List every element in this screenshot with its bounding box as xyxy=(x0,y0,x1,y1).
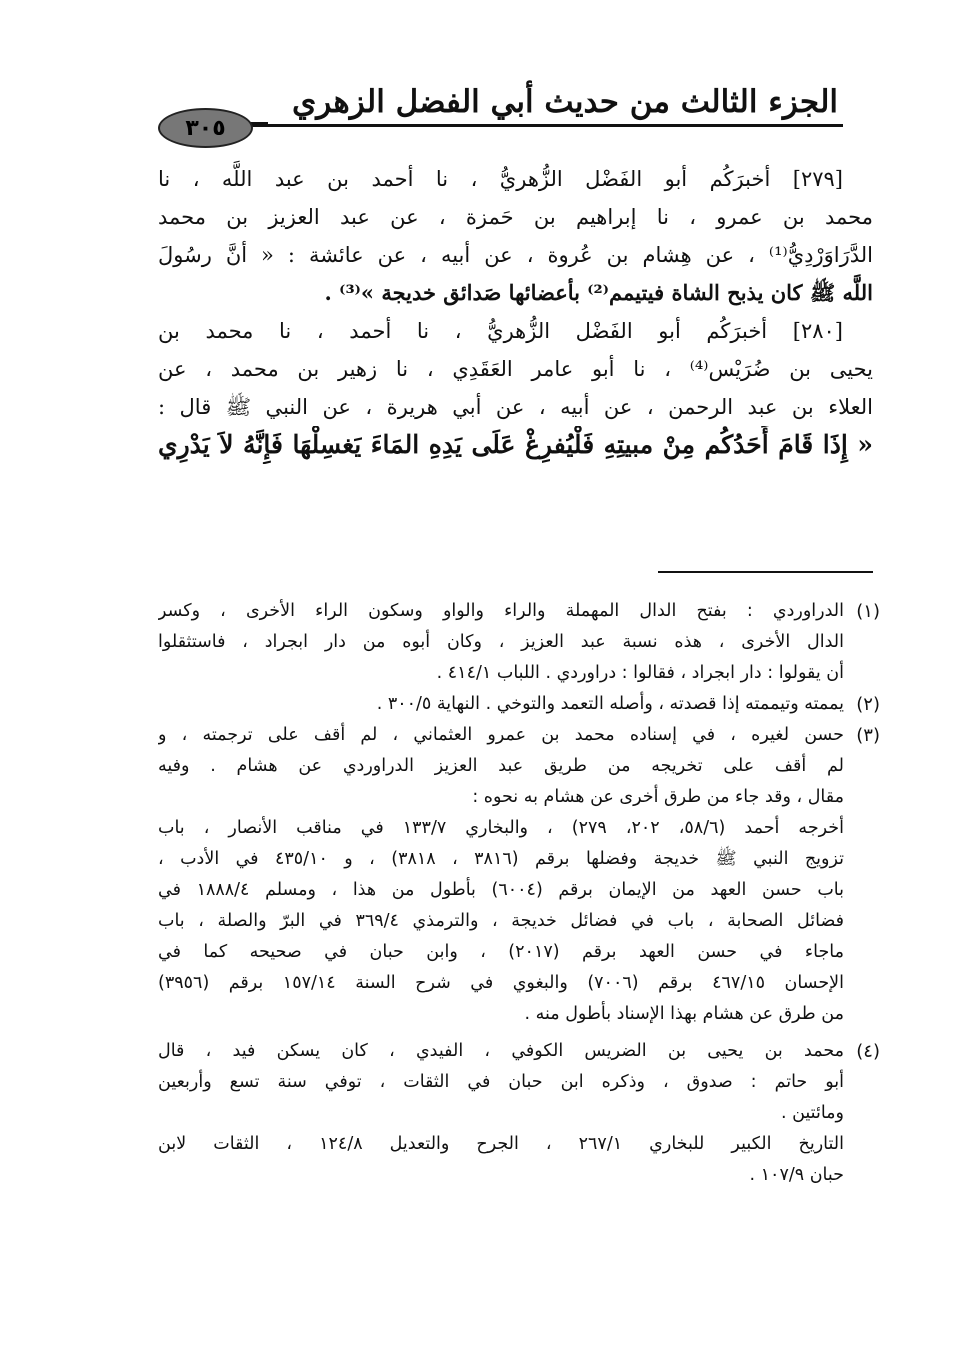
footnote-line: التاريخ الكبير للبخاري ٢٦٧/١ ، الجرح والتعديل ١٢٤/٨ ، الثقات لابن xyxy=(158,1134,844,1154)
header-rule xyxy=(238,124,843,127)
hadith-280-line-3: العلاء بن عبد الرحمن ، عن أبيه ، عن أبي هريرة ، عن النبي ﷺ قال : xyxy=(158,395,873,419)
hadith-280-line-1: [٢٨٠] أخبرَكُم أبو الفَضْل الزُّهريُّ ، نا أحمد ، نا محمد بن xyxy=(158,319,843,343)
footnote-line: مقال ، وقد جاء من طرق أخرى عن هشام به نحوه : xyxy=(472,787,844,807)
footnote-number: (١) xyxy=(856,601,880,622)
header-title: الجزء الثالث من حديث أبي الفضل الزهري xyxy=(291,84,838,120)
footnote-line: فضائل الصحابة ، باب في فضائل خديجة ، والترمذي ٣٦٩/٤ في البرّ والصلة ، باب xyxy=(158,911,844,931)
main-text xyxy=(158,160,873,464)
footnote-number: (٢) xyxy=(856,694,880,715)
footnote-number: (٤) xyxy=(856,1041,880,1062)
hadith-279-line-4: اللَّه ﷺ كان يذبح الشاة فيتيمم⁽²⁾ بأعضائها صَدائق خديجة »⁽³⁾ . xyxy=(324,280,873,305)
footnote-line: محمد بن يحيى بن الضريس الكوفي ، الفيدي ، كان يسكن فيد ، قال xyxy=(158,1041,844,1061)
footnote-4 xyxy=(158,1036,880,1191)
footnote-line: باب حسن العهد من الإيمان برقم (٦٠٠٤) بأطول من هذا ، ومسلم ١٨٨٨/٤ في xyxy=(158,880,844,900)
hadith-279-line-3: الدَّرَاوَرْدِيُّ⁽¹⁾ ، عن هِشام بن عُروة ، عن أبيه ، عن عائشة : « أنَّ رسُولَ xyxy=(158,243,873,267)
footnote-line: الإحسان ٤٦٧/١٥ برقم (٧٠٠٦) والبغوي في شرح السنة ١٥٧/١٤ برقم (٣٩٥٦) xyxy=(158,973,844,993)
footnote-1 xyxy=(158,596,880,689)
footnote-line: من طرق عن هشام بهذا الإسناد بأطول منه . xyxy=(524,1004,844,1024)
footnote-line: تزويج النبي ﷺ خديجة وفضلها برقم (٣٨١٦ ، ٣٨١٨) ، و ٤٣٥/١٠ في الأدب ، xyxy=(158,849,844,869)
footnote-2 xyxy=(158,689,880,720)
hadith-279-line-1: [٢٧٩] أخبرَكُم أبو الفَضْل الزُّهريُّ ، نا أحمد بن عبد اللَّه ، نا xyxy=(158,167,843,191)
footnote-line: حسن لغيره ، في إسناده محمد بن عمرو العثماني ، لم أقف على ترجمته ، و xyxy=(158,725,844,745)
footnote-line: أن يقولوا : دار ابجراد ، فقالوا : دراوردي . اللباب ٤١٤/١ . xyxy=(436,663,844,683)
page-number: ٣٠٥ xyxy=(185,115,226,141)
footnote-line: أخرجه أحمد (٥٨/٦، ٢٠٢، ٢٧٩) ، والبخاري ١٣٣/٧ في مناقب الأنصار ، باب xyxy=(158,818,844,838)
footnote-3 xyxy=(158,720,880,1030)
footnote-line: الدراوردي : بفتح الدال المهملة والراء والواو وسكون الراء الأخرى ، وكسر xyxy=(158,601,844,621)
footnote-line: حبان ١٠٧/٩ . xyxy=(749,1165,844,1185)
hadith-280-line-4: « إِذَا قَامَ أَحَدُكُم مِنْ مبيتِهِ فَلْيُفرِغْ عَلَى يَدِهِ المَاءَ يَغسِلْهَا فَإِنَّهُ لاَ يَدْرِي xyxy=(158,430,873,459)
footnote-line: لم أقف على تخريجه من طريق عبد العزيز الدراوردي عن هشام . وفيه xyxy=(158,756,844,776)
footnote-line: يممته وتيممته إذا قصدته ، وأصله التعمد والتوخي . النهاية ٣٠٠/٥ . xyxy=(376,694,844,714)
footnote-separator xyxy=(658,571,873,573)
page-number-badge xyxy=(158,108,253,148)
footnote-line: الدال الأخرى ، هذه نسبة عبد العزيز ، وكان أبوه من دار ابجراد ، فاستثقلوا xyxy=(158,632,844,652)
hadith-279-line-2: محمد بن عمرو ، نا إبراهيم بن حَمزة ، عن عبد العزيز بن محمد xyxy=(158,205,873,229)
footnotes xyxy=(158,596,880,1191)
footnote-line: ومائتين . xyxy=(780,1103,844,1123)
footnote-number: (٣) xyxy=(856,725,880,746)
footnote-line: أبو حاتم : صدوق ، وذكره ابن حبان في الثقات ، توفي سنة تسع وأربعين xyxy=(158,1072,844,1092)
hadith-280-line-2: يحيى بن ضُرَيْس⁽⁴⁾ ، نا أبو عامر العَقَدِي ، نا زهير بن محمد ، عن xyxy=(158,357,873,381)
footnote-line: ماجاء في حسن العهد برقم (٢٠١٧) ، وابن حبان في صحيحه كما في xyxy=(158,942,844,962)
